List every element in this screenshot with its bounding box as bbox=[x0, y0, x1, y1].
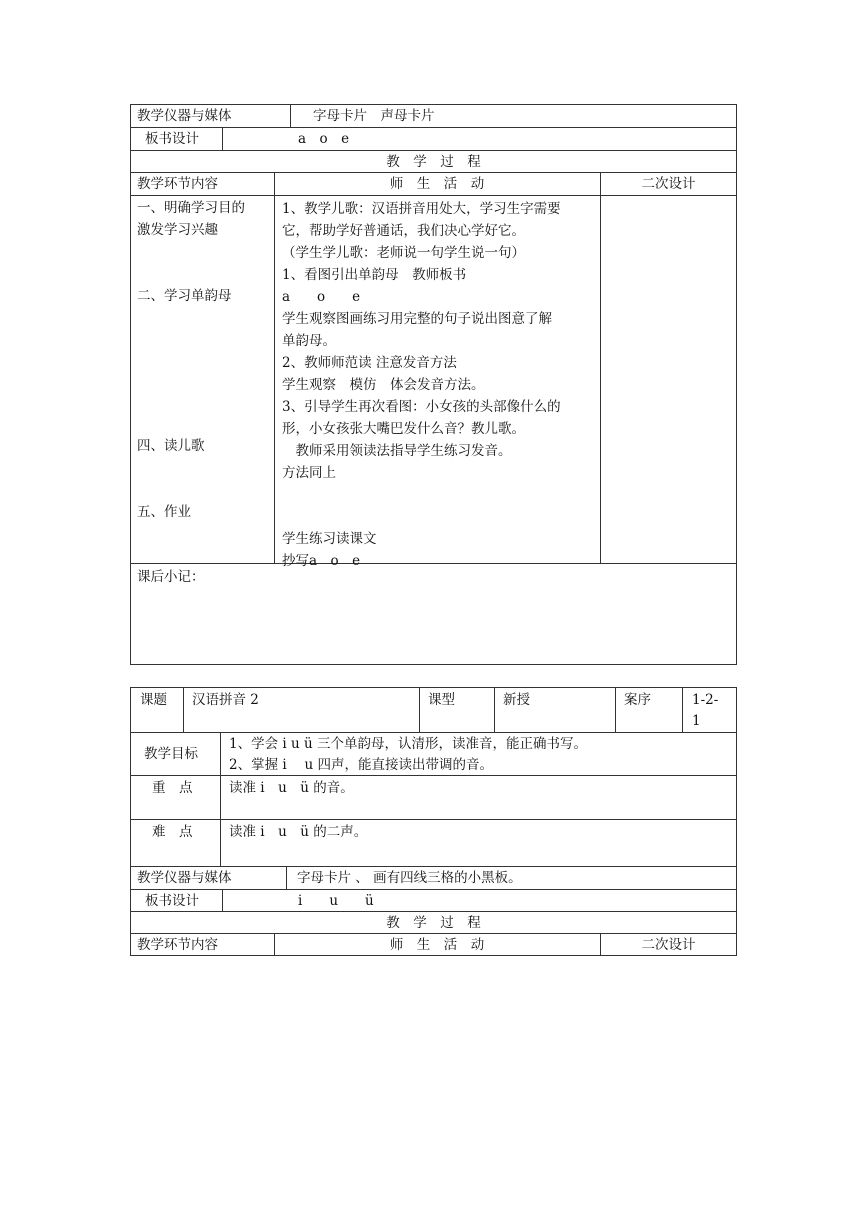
activity-line bbox=[282, 484, 561, 506]
col-divider bbox=[222, 127, 223, 150]
col-divider bbox=[220, 732, 221, 866]
col-divider bbox=[600, 172, 601, 563]
activity-line: 它，帮助学好普通话，我们决心学好它。 bbox=[282, 223, 525, 239]
media-label: 教学仪器与媒体 bbox=[137, 108, 232, 124]
goal-line-2: 2、掌握 i u 四声，能直接读出带调的音。 bbox=[229, 757, 493, 773]
activity-line: 抄写a o e bbox=[282, 553, 361, 569]
activity-line: 3、引导学生再次看图：小女孩的头部像什么的 bbox=[282, 399, 561, 415]
col-header-second: 二次设计 bbox=[641, 176, 696, 192]
activity-line: 学生练习读课文 bbox=[282, 531, 377, 547]
media-value-2: 字母卡片 、 画有四线三格的小黑板。 bbox=[297, 870, 522, 886]
process-header-2: 教 学 过 程 bbox=[386, 915, 481, 931]
difficulty-label: 难 点 bbox=[152, 824, 193, 840]
col-header-second-2: 二次设计 bbox=[641, 937, 696, 953]
section-vowels: 二、学习单韵母 bbox=[137, 288, 232, 304]
col-divider bbox=[494, 687, 495, 732]
activity-line: 1、看图引出单韵母 教师板书 bbox=[282, 267, 467, 283]
board-label-2: 板书设计 bbox=[145, 893, 199, 909]
activity-line: 方法同上 bbox=[282, 465, 336, 481]
activity-text bbox=[282, 198, 561, 572]
section-rhyme: 四、读儿歌 bbox=[137, 438, 205, 454]
board-label: 板书设计 bbox=[145, 131, 199, 147]
col-divider bbox=[274, 172, 275, 563]
col-divider bbox=[290, 104, 291, 127]
col-divider bbox=[615, 687, 616, 732]
activity-line: 1、教学儿歌：汉语拼音用处大，学习生字需要 bbox=[282, 201, 561, 217]
col-divider bbox=[286, 866, 287, 889]
board-value-2: i u ü bbox=[298, 893, 374, 909]
activity-line: 学生观察 模仿 体会发音方法。 bbox=[282, 377, 485, 393]
type-value: 新授 bbox=[503, 692, 530, 708]
goal-label: 教学目标 bbox=[144, 746, 198, 762]
notes-label: 课后小记： bbox=[137, 569, 205, 585]
row-divider bbox=[130, 933, 737, 934]
topic-label: 课题 bbox=[140, 692, 167, 708]
media-value: 字母卡片 声母卡片 bbox=[313, 108, 435, 124]
row-divider bbox=[130, 150, 737, 151]
row-divider bbox=[130, 866, 737, 867]
type-label: 课型 bbox=[428, 692, 455, 708]
activity-line: 单韵母。 bbox=[282, 333, 336, 349]
difficulty-value: 读准 i u ü 的二声。 bbox=[229, 824, 368, 840]
topic-value: 汉语拼音 2 bbox=[192, 692, 259, 708]
activity-line bbox=[282, 506, 561, 528]
section-goal: 一、明确学习目的 bbox=[137, 200, 245, 216]
row-divider bbox=[130, 732, 737, 733]
col-divider bbox=[682, 687, 683, 732]
col-header-activity-2: 师 生 活 动 bbox=[389, 937, 485, 953]
section-homework: 五、作业 bbox=[137, 504, 191, 520]
activity-line: a o e bbox=[282, 289, 361, 305]
col-divider bbox=[222, 889, 223, 911]
col-divider bbox=[183, 687, 184, 732]
row-divider bbox=[130, 775, 737, 776]
col-header-content: 教学环节内容 bbox=[137, 176, 218, 192]
media-label-2: 教学仪器与媒体 bbox=[137, 870, 232, 886]
activity-line: 学生观察图画练习用完整的句子说出图意了解 bbox=[282, 311, 552, 327]
seq-value: 1-2- bbox=[692, 692, 719, 708]
col-header-activity: 师 生 活 动 bbox=[389, 176, 485, 192]
row-divider bbox=[130, 172, 737, 173]
key-value: 读准 i u ü 的音。 bbox=[229, 780, 354, 796]
seq-label: 案序 bbox=[624, 692, 651, 708]
section-goal-cont: 激发学习兴趣 bbox=[137, 222, 218, 238]
process-header: 教 学 过 程 bbox=[386, 154, 481, 170]
key-label: 重 点 bbox=[152, 780, 193, 796]
activity-line: 2、教师师范读 注意发音方法 bbox=[282, 355, 457, 371]
row-divider bbox=[130, 195, 737, 196]
board-value: a o e bbox=[298, 131, 350, 147]
row-divider bbox=[130, 819, 737, 820]
row-divider bbox=[130, 911, 737, 912]
activity-line: （学生学儿歌：老师说一句学生说一句） bbox=[282, 245, 525, 261]
seq-value-cont: 1 bbox=[692, 713, 701, 729]
activity-line: 形，小女孩张大嘴巴发什么音？教儿歌。 bbox=[282, 421, 525, 437]
goal-line-1: 1、学会 i u ü 三个单韵母，认清形，读准音，能正确书写。 bbox=[229, 736, 587, 752]
col-divider bbox=[419, 687, 420, 732]
col-header-content-2: 教学环节内容 bbox=[137, 937, 218, 953]
activity-line: 教师采用领读法指导学生练习发音。 bbox=[282, 443, 512, 459]
